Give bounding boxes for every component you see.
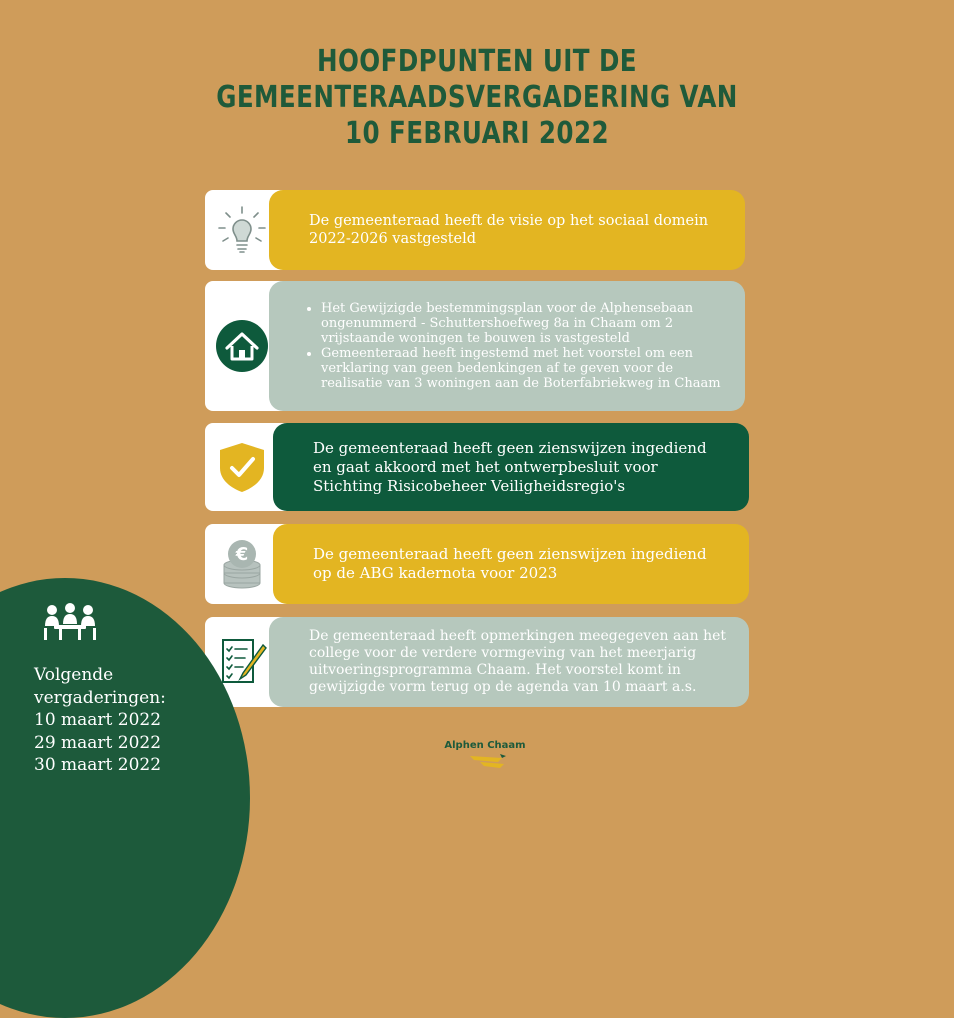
item-card-uitvoeringsprogramma: [205, 617, 749, 707]
item-text: De gemeenteraad heeft opmerkingen meegegeven aan het college voor de verdere vormgeving van het meerjarig uitvoeringsprogramma Chaam. Het voorstel komt in gewijzigde vorm terug op de agenda van 10 maart a.s.: [309, 628, 727, 695]
page-title: [86, 44, 868, 152]
logo-text: Alphen Chaam: [444, 740, 526, 751]
shield-check-icon: [215, 440, 269, 494]
meeting-date: 29 maart 2022: [34, 732, 162, 753]
title-line-2: GEMEENTERAADSVERGADERING VAN: [216, 80, 738, 115]
item-card-kadernota: [205, 524, 749, 604]
item-text-box: [269, 617, 749, 707]
meeting-people-icon: [42, 602, 98, 642]
item-card-risicobeheer: [205, 423, 749, 511]
item-text: De gemeenteraad heeft geen zienswijzen ingediend op de ABG kadernota voor 2023: [313, 545, 707, 582]
item-text: De gemeenteraad heeft geen zienswijzen ingediend en gaat akkoord met het ontwerpbesluit voor Stichting Risicobeheer Veiligheidsregio's: [313, 438, 707, 495]
item-text: De gemeenteraad heeft de visie op het sociaal domein 2022-2026 vastgesteld: [309, 213, 709, 247]
item-text-box: [273, 524, 749, 604]
item-card-bestemmingsplan: [205, 281, 745, 411]
item-text-box: [269, 281, 745, 411]
euro-coins-icon: [215, 537, 269, 591]
meetings-heading-line-1: Volgende: [34, 665, 114, 685]
checklist-pen-icon: [215, 635, 269, 689]
bullet-item: • Gemeenteraad heeft ingestemd met het voorstel om een verklaring van geen bedenkingen af te geven voor de realisatie van 3 woningen aan de Boterfabriekweg in Chaam: [321, 346, 725, 391]
house-icon: [215, 319, 269, 373]
title-line-3: 10 FEBRUARI 2022: [344, 116, 610, 151]
meeting-date: 30 maart 2022: [34, 755, 162, 775]
item-text-box: [269, 190, 745, 270]
logo-swoosh-icon: [440, 738, 530, 774]
item-text-box: [273, 423, 749, 511]
alphen-chaam-logo: [440, 738, 530, 774]
item-card-visie: [205, 190, 745, 270]
meeting-date: 10 maart 2022: [34, 710, 162, 730]
title-line-1: HOOFDPUNTEN UIT DE: [316, 44, 638, 79]
lightbulb-icon: [215, 203, 269, 257]
bullet-item: • Het Gewijzigde bestemmingsplan voor de Alphensebaan ongenummerd - Schuttershoefweg 8a in Chaam om 2 vrijstaande woningen te bouwen is vastgesteld: [321, 301, 725, 346]
meetings-info: [34, 664, 166, 777]
bullet-list: [309, 301, 725, 391]
svg-text:€: €: [235, 544, 249, 565]
meetings-heading-line-2: vergaderingen:: [34, 687, 166, 708]
